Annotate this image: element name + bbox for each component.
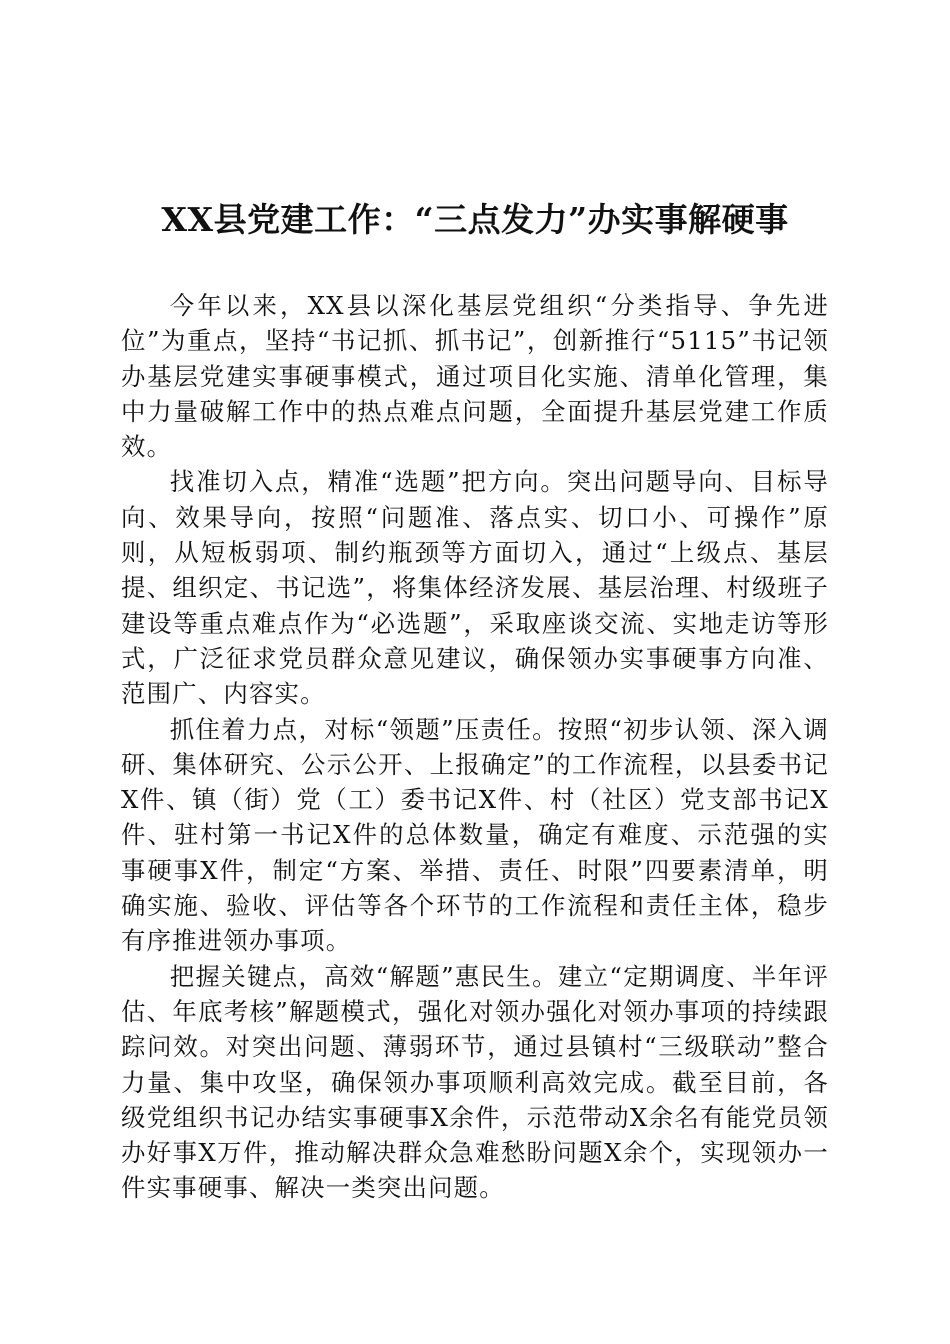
document-title: XX县党建工作：“三点发力”办实事解硬事	[161, 200, 789, 239]
paragraph-entry-point: 找准切入点，精准“选题”把方向。突出问题导向、目标导向、效果导向，按照“问题准、落点实、切口小、可操作”原则，从短板弱项、制约瓶颈等方面切入，通过“上级点、基层提、组织定、书记选”，将集体经济发展、基层治理、村级班子建设等重点难点作为“必选题”，采取座谈交流、实地走访等形式，广泛征求党员群众意见建议，确保领办实事硬事方向准、范围广、内容实。	[121, 467, 829, 709]
paragraph-focus-point: 抓住着力点，对标“领题”压责任。按照“初步认领、深入调研、集体研究、公示公开、上报确定”的工作流程，以县委书记X件、镇（街）党（工）委书记X件、村（社区）党支部书记X件、驻村第一书记X件的总体数量，确定有难度、示范强的实事硬事X件，制定“方案、举措、责任、时限”四要素清单，明确实施、验收、评估等各个环节的工作流程和责任主体，稳步有序推进领办事项。	[121, 714, 829, 956]
document-body	[121, 288, 829, 1206]
paragraph-key-point: 把握关键点，高效“解题”惠民生。建立“定期调度、半年评估、年底考核”解题模式，强化对领办强化对领办事项的持续跟踪问效。对突出问题、薄弱环节，通过县镇村“三级联动”整合力量、集中攻坚，确保领办事项顺利高效完成。截至目前，各级党组织书记办结实事硬事X余件，示范带动X余名有能党员领办好事X万件，推动解决群众急难愁盼问题X余个，实现领办一件实事硬事、解决一类突出问题。	[121, 961, 829, 1203]
paragraph-intro: 今年以来，XX县以深化基层党组织“分类指导、争先进位”为重点，坚持“书记抓、抓书记”，创新推行“5115”书记领办基层党建实事硬事模式，通过项目化实施、清单化管理，集中力量破解工作中的热点难点问题，全面提升基层党建工作质效。	[121, 291, 829, 462]
